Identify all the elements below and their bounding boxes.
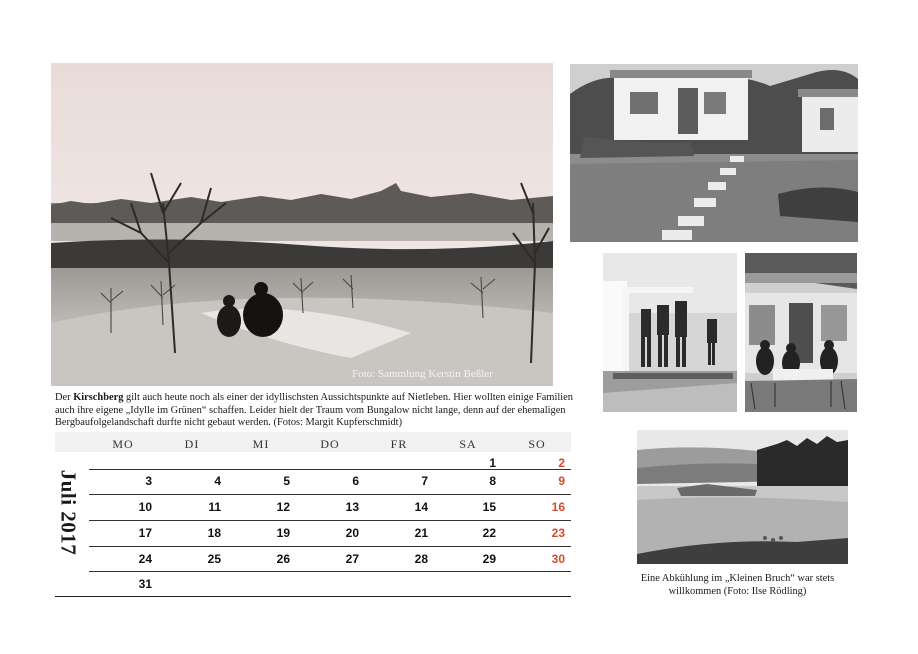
weekday-so: SO [528, 437, 546, 451]
calendar-day: 29 [482, 552, 496, 566]
calendar-day-sunday: 30 [551, 552, 565, 566]
caption-text-start: Der [55, 392, 74, 403]
weekday-do: DO [320, 437, 340, 451]
calendar-day: 1 [489, 456, 496, 470]
calendar-day: 4 [214, 474, 221, 488]
calendar-day-sunday: 2 [558, 456, 565, 470]
main-caption [55, 392, 595, 430]
photo-terrace [745, 253, 857, 412]
calendar-day: 12 [276, 500, 290, 514]
photo-credit-watermark: Foto: Sammlung Kerstin Beßler [352, 368, 493, 380]
calendar-day: 11 [208, 500, 221, 514]
calendar-day: 13 [345, 500, 359, 514]
calendar-bottom-rule [55, 596, 571, 597]
photo-building-bungalow [603, 253, 737, 412]
calendar-day: 24 [138, 552, 152, 566]
calendar-row-divider [89, 520, 571, 521]
caption-bold-place: Kirschberg [73, 392, 124, 403]
weekday-sa: SA [459, 437, 477, 451]
month-label: Juli 2017 [56, 469, 81, 556]
calendar-day: 17 [138, 526, 152, 540]
lake-caption: Eine Abkühlung im „Kleinen Bruch“ war stets willkommen (Foto: Ilse Rödling) [640, 573, 835, 597]
weekday-mo: MO [112, 437, 134, 451]
calendar-row-divider [89, 469, 571, 470]
calendar-day: 28 [414, 552, 428, 566]
calendar-day-sunday: 23 [551, 526, 565, 540]
calendar-day-sunday: 9 [558, 474, 565, 488]
calendar-day: 8 [489, 474, 496, 488]
calendar-row-divider [89, 546, 571, 547]
calendar-day: 14 [414, 500, 428, 514]
calendar-day: 31 [138, 577, 152, 591]
calendar-day: 5 [283, 474, 290, 488]
photo-bungalow-garden [570, 64, 858, 242]
weekday-di: DI [184, 437, 200, 451]
photo-kleiner-bruch-lake [637, 430, 848, 564]
weekday-fr: FR [390, 437, 408, 451]
calendar-day: 6 [352, 474, 359, 488]
calendar-day: 15 [482, 500, 496, 514]
calendar-day: 18 [207, 526, 221, 540]
calendar-day: 21 [414, 526, 428, 540]
calendar-row-divider [89, 494, 571, 495]
weekday-mi: MI [252, 437, 270, 451]
calendar-day: 3 [145, 474, 152, 488]
calendar-day: 25 [207, 552, 221, 566]
caption-text-rest: gilt auch heute noch als einer der idyllischsten Aussichtspunkte auf Nietleben. Hier wollten einige Familien auch ihre eigene „Idylle im Grünen“ schaffen. Leider hielt der Traum vom Bungalow nicht lange, denn auf der ehemaligen Bergbaufolgelandschaft durfte nicht gebaut werden. (Fotos: Margit Kupferschmidt) [55, 392, 573, 429]
calendar-day: 10 [138, 500, 152, 514]
calendar-row-divider [89, 571, 571, 572]
calendar-day-sunday: 16 [551, 500, 565, 514]
calendar-day: 27 [345, 552, 359, 566]
photo-kirschberg [51, 63, 553, 386]
calendar-day: 22 [482, 526, 496, 540]
calendar-day: 20 [345, 526, 359, 540]
calendar-day: 7 [421, 474, 428, 488]
calendar-day: 26 [276, 552, 290, 566]
calendar-day: 19 [276, 526, 290, 540]
